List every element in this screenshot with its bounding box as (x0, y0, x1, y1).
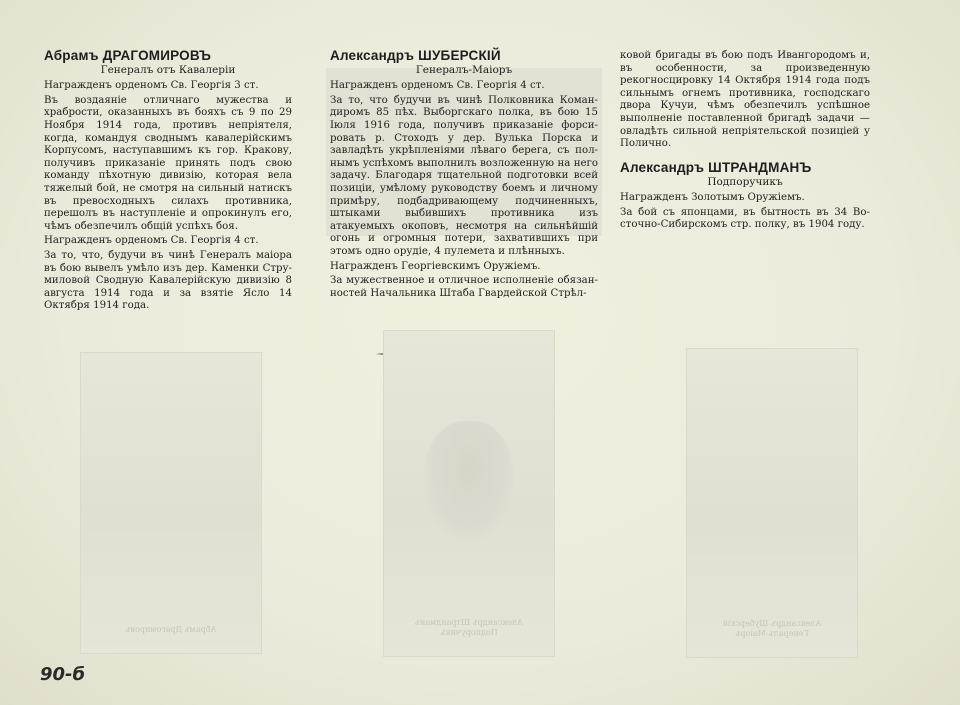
photo-caption: Александръ Штрандманъ Подпоручикъ (414, 618, 524, 637)
faded-portrait (424, 421, 514, 541)
photo-plate (80, 352, 262, 654)
photo-caption: Александръ Шуберскій Генералъ-Маіоръ (722, 619, 822, 638)
photo-plate (686, 348, 858, 658)
entry-dragomirov (44, 50, 292, 315)
award-line: Награжденъ Золотымъ Оружіемъ. (620, 192, 805, 204)
entry-shtrandman (620, 162, 870, 234)
award-line: Награжденъ орденомъ Св. Георгія 4 ст. (330, 80, 545, 92)
entry-name: Александръ ШТРАНДМАНЪ (620, 160, 812, 175)
entry-name: Александръ ШУБЕРСКІЙ (330, 48, 501, 63)
award-text: За мужественное и отличное исполненіе обязанностей Начальника Штаба Гвардейской Стрѣл- (330, 275, 598, 299)
entry-shuberskiy (330, 50, 598, 302)
entry-rank: Генералъ отъ Кавалеріи (100, 63, 236, 76)
entry-rank: Генералъ-Маіоръ (415, 63, 513, 76)
award-text: За то, что будучи въ чинѣ Полковника Командиромъ 85 пѣх. Выборгскаго полка, въ бою 15 Іюля 1916 года, получивъ приказаніе форсировать р. Стоходъ у дер. Вулька Порска и завладѣть укрѣпленіями лѣваго берега, съ полнымъ успѣхомъ выполнилъ возложенную на него задачу. Благодаря тщательной подготовки всей позиціи, умѣлому руководству боемъ и личному примѣру, подбадривающему подчиненныхъ, штыками выбившихъ противника изъ атакуемыхъ окоповъ, несмотря на сильнѣйшій огонь и огромныя потери, захватившихъ при этомъ одно орудіе, 4 пулемета и плѣнныхъ. (330, 94, 598, 257)
entry-name: Абрамъ ДРАГОМИРОВЪ (44, 48, 212, 63)
award-text: Въ воздаяніе отличнаго мужества и храбрости, оказанныхъ въ бояхъ съ 9 по 29 Ноября 1914 года, противъ непріятеля, когда, командуя своднымъ кавалерійскимъ Корпусомъ, наступавшимъ къ гор. Кракову, получивъ приказаніе принять подъ свою команду пѣхотную дивизію, которая вела тяжелый бой, не смотря на сильный натискъ въ превосходныхъ силахъ противника, перешолъ въ наступленіе и опрокинулъ его, чѣмъ обезпечилъ общій успѣхъ боя. (44, 94, 292, 232)
photo-caption: Абрамъ Драгомировъ (125, 625, 217, 634)
award-line: Награжденъ орденомъ Св. Георгія 4 ст. (44, 235, 259, 247)
award-text: За бой съ японцами, въ бытность въ 34 Восточно-Сибирскомъ стр. полку, въ 1904 году. (620, 206, 870, 231)
award-text: ковой бригады въ бою подъ Ивангородомъ и, въ особенности, за произведенную рекогносцировку 14 Октября 1914 года подъ сильнымъ огнемъ противника, господскаго двора Кучуи, чѣмъ обезпечилъ успѣшное выполненіе поставленной бригадѣ задачи — овладѣть сильной непріятельской позиціей у Полично. (620, 50, 870, 150)
page-number: 90-б (40, 664, 86, 685)
entry-rank: Подпоручикъ (707, 175, 783, 188)
award-line: Награжденъ орденомъ Св. Георгія 3 ст. (44, 80, 259, 92)
photo-plate (383, 330, 555, 657)
entry-continuation (620, 50, 870, 153)
award-text: За то, что, будучи въ чинѣ Генералъ маіора въ бою вывелъ умѣло изъ дер. Каменки Струмиловой Сводную Кавалерійскую дивизію 8 августа 1914 года и за взятіе Ясло 14 Октября 1914 года. (44, 249, 292, 312)
award-line: Награжденъ Георгіевскимъ Оружіемъ. (330, 260, 541, 272)
